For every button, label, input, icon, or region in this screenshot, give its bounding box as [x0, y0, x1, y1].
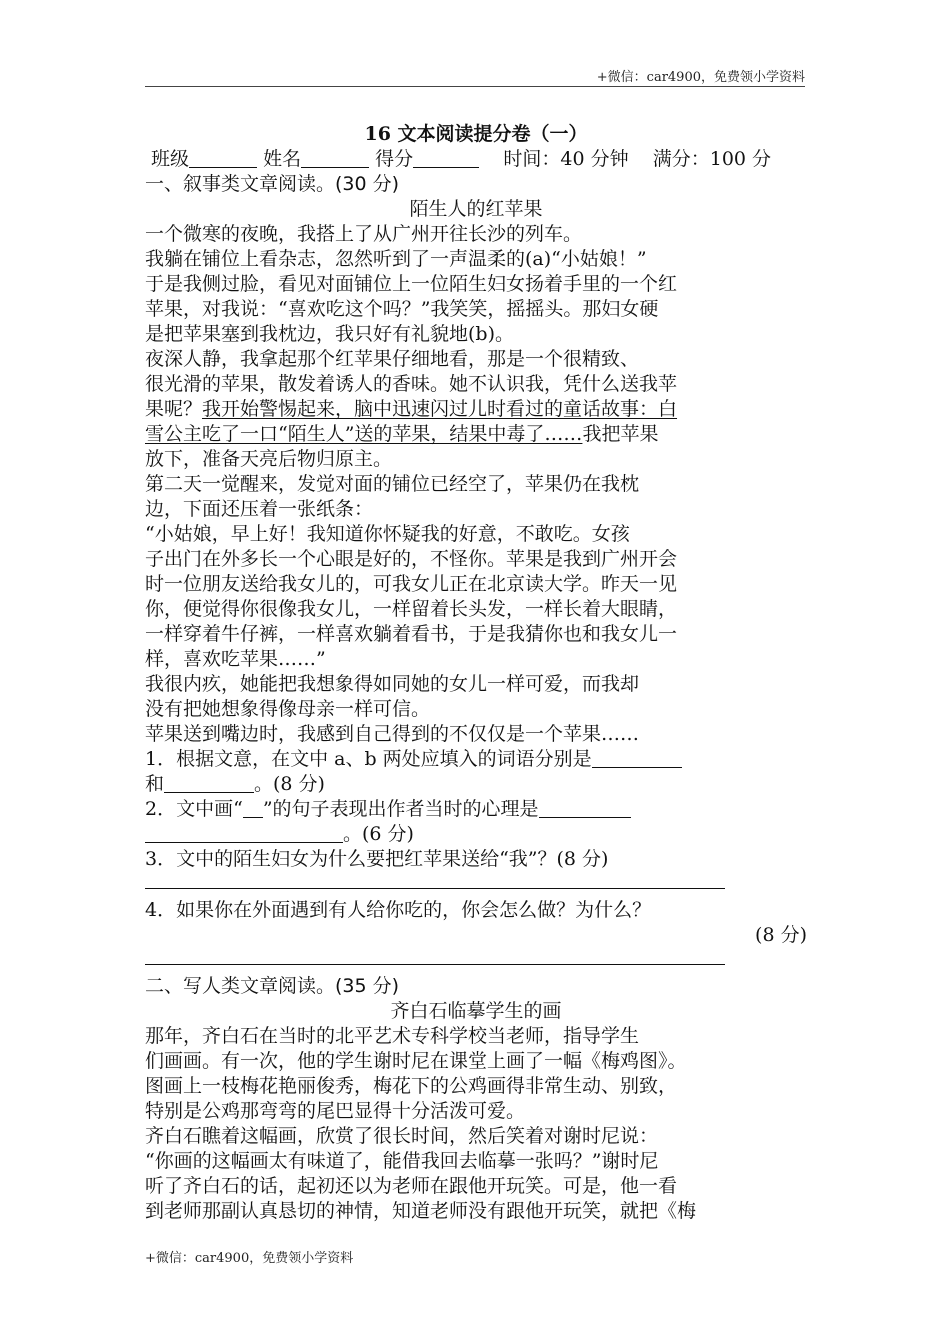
passage-text: 果呢？ — [145, 398, 203, 420]
answer-blank-a[interactable] — [592, 749, 682, 768]
passage-line: 齐白石瞧着这幅画，欣赏了很长时间，然后笑着对谢时尼说： — [145, 1125, 659, 1147]
passage-line: 我很内疚，她能把我想象得如同她的女儿一样可爱，而我却 — [145, 673, 640, 695]
passage-line: 子出门在外多长一个心眼是好的，不怪你。苹果是我到广州开会 — [145, 548, 678, 570]
passage-line: 样，喜欢吃苹果……” — [145, 648, 326, 670]
passage-line — [145, 397, 807, 422]
underlined-sentence: 我开始警惕起来，脑中迅速闪过儿时看过的童话故事：白 — [202, 398, 678, 420]
class-blank[interactable] — [189, 149, 257, 168]
passage-line: 一个微寒的夜晚，我搭上了从广州开往长沙的列车。 — [145, 223, 583, 245]
passage-line: 图画上一枝梅花艳丽俊秀，梅花下的公鸡画得非常生动、别致， — [145, 1075, 678, 1097]
passage-line: 那年，齐白石在当时的北平艺术专科学校当老师，指导学生 — [145, 1025, 640, 1047]
score-blank[interactable] — [413, 149, 479, 168]
name-blank[interactable] — [301, 149, 369, 168]
passage-line: 时一位朋友送给我女儿的，可我女儿正在北京读大学。昨天一见 — [145, 573, 678, 595]
underline-sample — [243, 799, 263, 818]
header-rule — [145, 86, 805, 87]
question-4-score: (8 分) — [755, 924, 807, 946]
passage-line: 边，下面还压着一张纸条： — [145, 498, 374, 520]
question-4: 4．如果你在外面遇到有人给你吃的，你会怎么做？为什么？ — [145, 899, 652, 921]
section1-heading: 一、叙事类文章阅读。(30 分) — [145, 173, 400, 195]
score-label: 得分 — [375, 148, 414, 170]
passage-line: 是把苹果塞到我枕边，我只好有礼貌地(b)。 — [145, 323, 514, 345]
question-2-cont — [145, 822, 807, 847]
passage-line: “你画的这幅画太有味道了，能借我回去临摹一张吗？”谢时尼 — [145, 1150, 659, 1172]
question-score: 。(6 分) — [343, 823, 414, 845]
passage-line: 苹果，对我说：“喜欢吃这个吗？”我笑笑，摇摇头。那妇女硬 — [145, 298, 659, 320]
passage-line: 你，便觉得你很像我女儿，一样留着长头发，一样长着大眼睛， — [145, 598, 678, 620]
passage-line: 没有把她想象得像母亲一样可信。 — [145, 698, 431, 720]
answer-blank[interactable] — [145, 824, 343, 843]
passage-line: 们画画。有一次，他的学生谢时尼在课堂上画了一幅《梅鸡图》。 — [145, 1050, 687, 1072]
passage-line: 特别是公鸡那弯弯的尾巴显得十分活泼可爱。 — [145, 1100, 526, 1122]
question-1 — [145, 747, 807, 772]
passage-line: “小姑娘，早上好！我知道你怀疑我的好意，不敢吃。女孩 — [145, 523, 630, 545]
footer-note: +微信：car4900，免费领小学资料 — [145, 1251, 354, 1266]
name-label: 姓名 — [263, 148, 302, 170]
question-score: 。(8 分) — [254, 773, 325, 795]
passage-line: 苹果送到嘴边时，我感到自己得到的不仅仅是一个苹果…… — [145, 723, 640, 745]
question-text: 和 — [145, 773, 165, 795]
question-text: 1．根据文意，在文中 a、b 两处应填入的词语分别是 — [145, 748, 592, 770]
time-info: 时间：40 分钟 — [503, 148, 629, 170]
passage-line: 我躺在铺位上看杂志，忽然听到了一声温柔的(a)“小姑娘！” — [145, 248, 647, 270]
document-body — [145, 122, 807, 1224]
passage-line — [145, 422, 807, 447]
question-3: 3．文中的陌生妇女为什么要把红苹果送给“我”？(8 分) — [145, 848, 609, 870]
section2-story-title: 齐白石临摹学生的画 — [390, 1000, 562, 1022]
underlined-sentence: 雪公主吃了一口“陌生人”送的苹果，结果中毒了…… — [145, 423, 583, 445]
passage-line: 到老师那副认真恳切的神情，知道老师没有跟他开玩笑，就把《梅 — [145, 1200, 697, 1222]
answer-line[interactable] — [145, 948, 725, 965]
full-score-info: 满分：100 分 — [652, 148, 772, 170]
question-1-cont — [145, 772, 807, 797]
passage-line: 听了齐白石的话，起初还以为老师在跟他开玩笑。可是，他一看 — [145, 1175, 678, 1197]
passage-line: 很光滑的苹果，散发着诱人的香味。她不认识我，凭什么送我苹 — [145, 373, 678, 395]
passage-line: 夜深人静，我拿起那个红苹果仔细地看，那是一个很精致、 — [145, 348, 640, 370]
question-text: ”的句子表现出作者当时的心理是 — [262, 798, 539, 820]
section2-heading: 二、写人类文章阅读。(35 分) — [145, 975, 400, 997]
passage-line: 一样穿着牛仔裤，一样喜欢躺着看书，于是我猜你也和我女儿一 — [145, 623, 678, 645]
question-text: 2．文中画“ — [145, 798, 243, 820]
answer-line[interactable] — [145, 872, 725, 889]
page-title: 16 文本阅读提分卷（一） — [364, 123, 588, 145]
class-label: 班级 — [151, 148, 190, 170]
section1-story-title: 陌生人的红苹果 — [409, 198, 543, 220]
question-2 — [145, 797, 807, 822]
passage-line: 放下，准备天亮后物归原主。 — [145, 448, 393, 470]
answer-blank-b[interactable] — [164, 774, 254, 793]
info-row — [145, 147, 807, 172]
passage-line: 第二天一觉醒来，发觉对面的铺位已经空了，苹果仍在我枕 — [145, 473, 640, 495]
passage-text: 我把苹果 — [582, 423, 659, 445]
header-note: +微信：car4900，免费领小学资料 — [596, 70, 805, 85]
page-header — [0, 0, 950, 90]
passage-line: 于是我侧过脸，看见对面铺位上一位陌生妇女扬着手里的一个红 — [145, 273, 678, 295]
answer-blank[interactable] — [539, 799, 631, 818]
